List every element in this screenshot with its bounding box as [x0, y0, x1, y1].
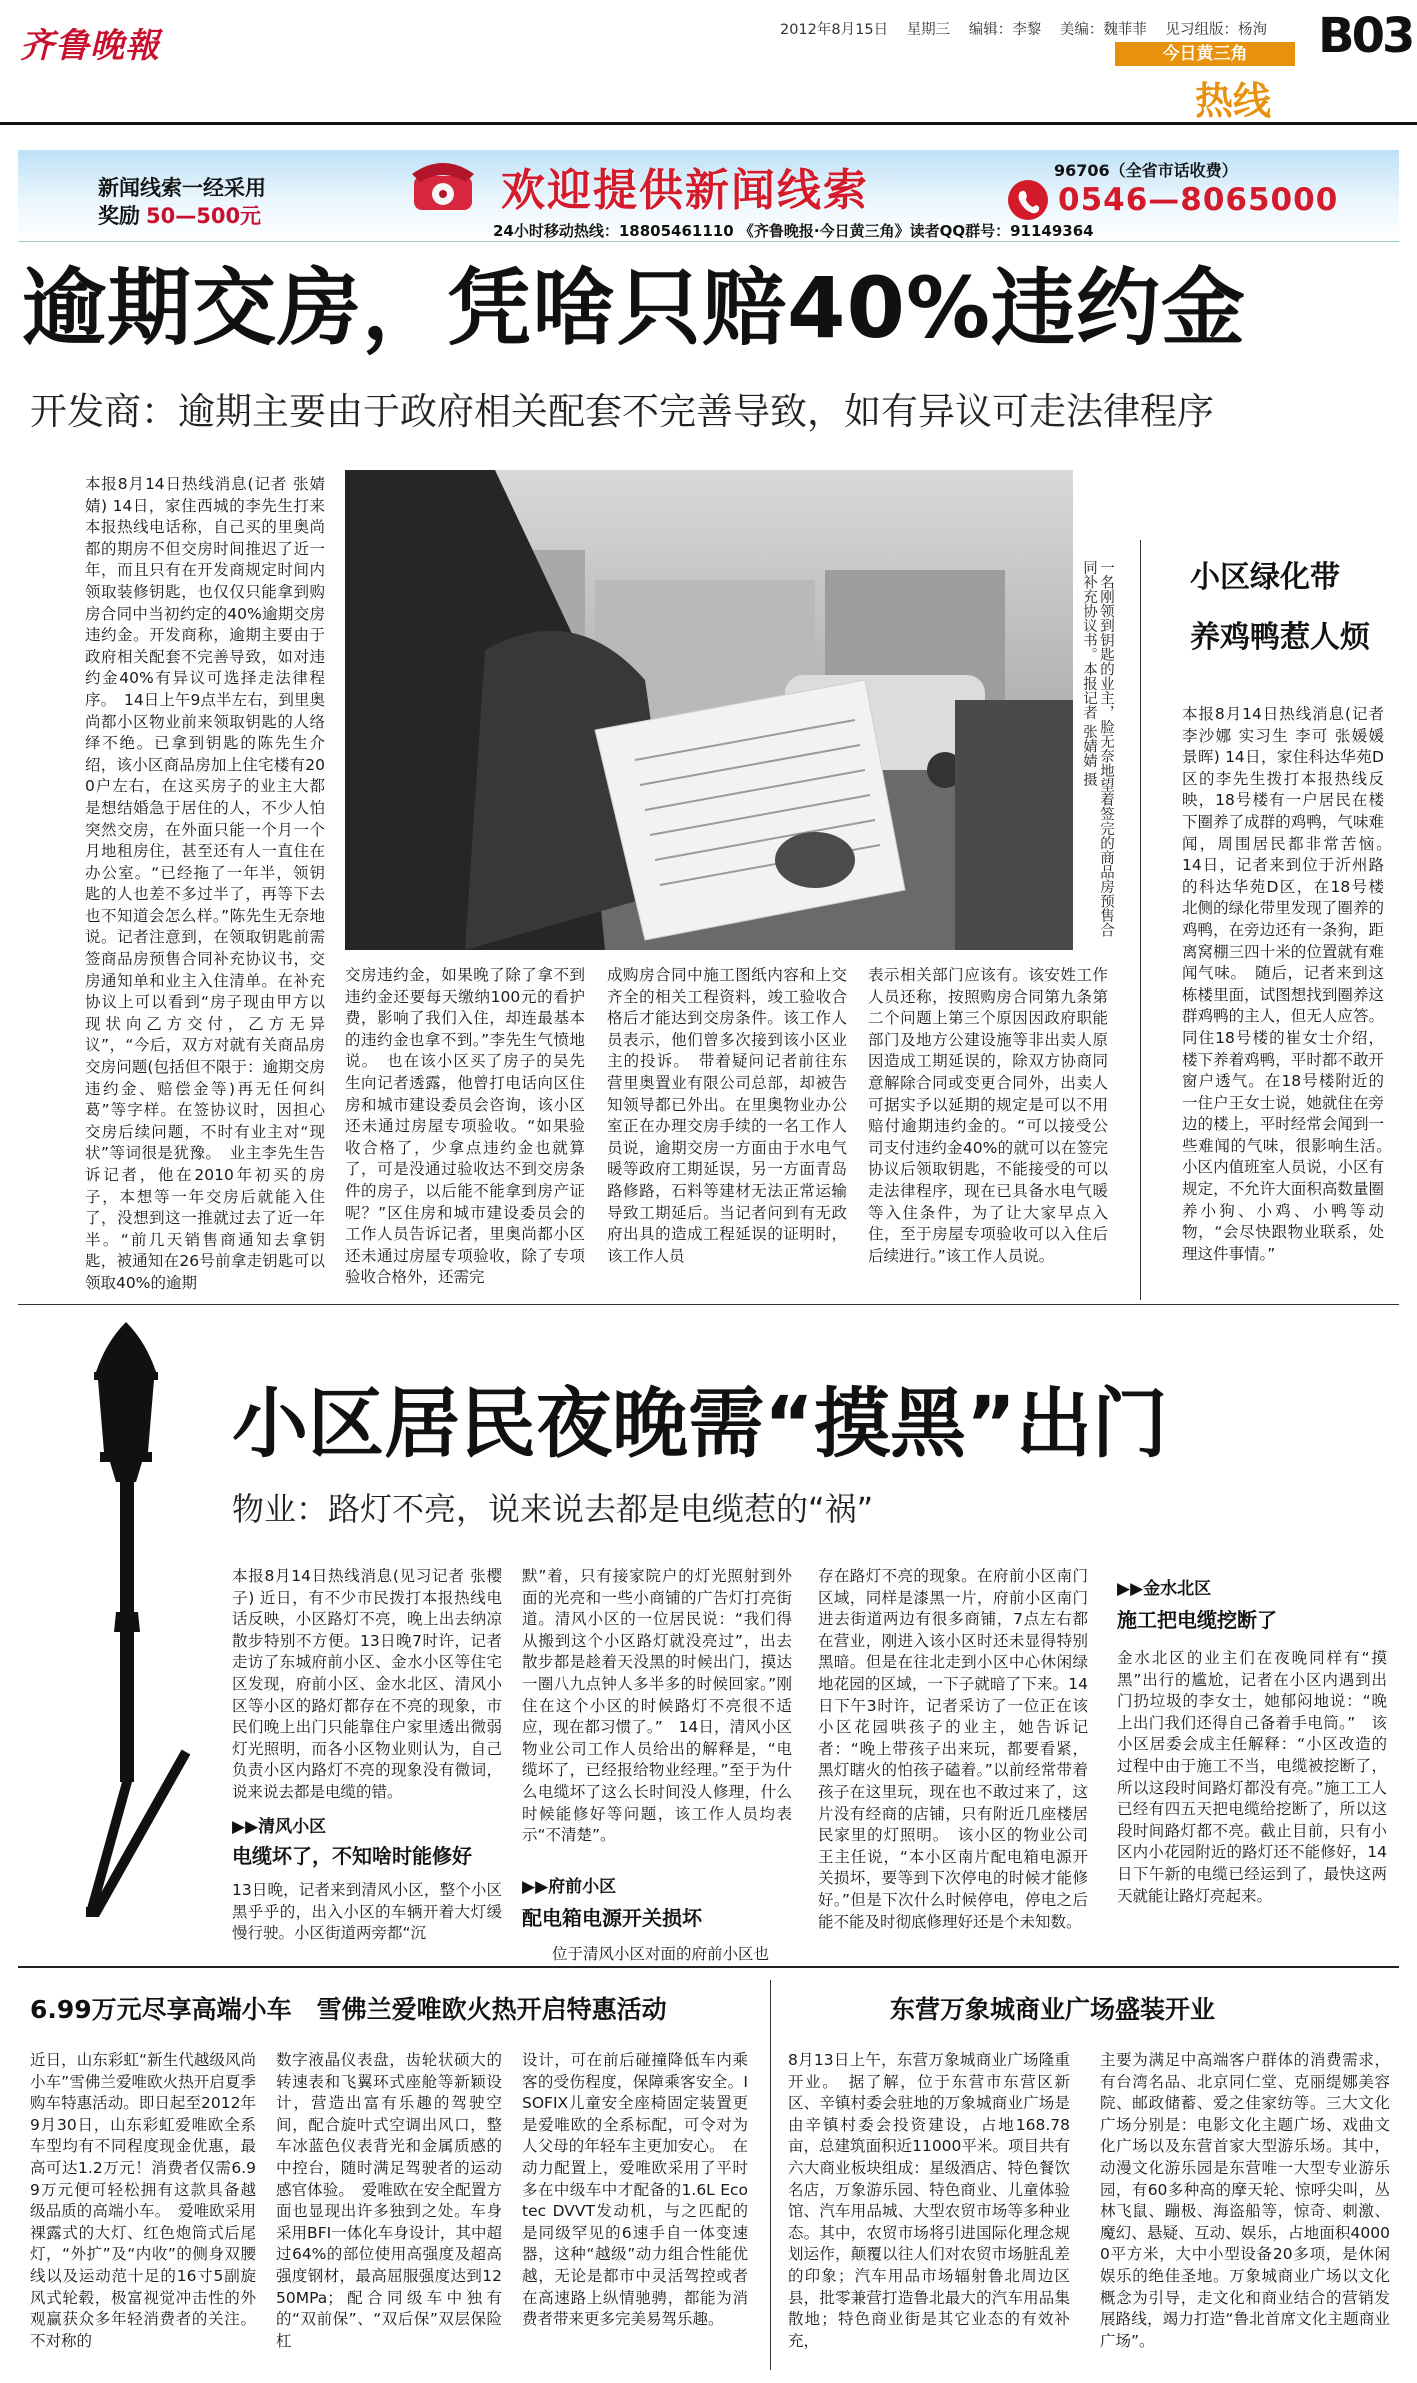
reward-text-1: 新闻线索一经采用	[98, 176, 266, 200]
ad-mall-title: 东营万象城商业广场盛装开业	[890, 1995, 1216, 2024]
lead-column-2: 交房违约金，如果晚了除了拿不到违约金还要每天缴纳100元的看护费，影响了我们入住，却连最基本的违约金也拿不到。”李先生气愤地说。 也在该小区买了房子的吴先生向记者透露，他曾打电话向区住房和城市建设委员会咨询，该小区还未通过房屋专项验收。“如果验收合格了，少拿点违约金也就算了，可是没通过验收达不到交房条件的房子，以后能不能拿到房产证呢？”区住房和城市建设委员会的工作人员告诉记者，里奥尚都小区还未通过房屋专项验收，除了专项验收合格外，还需完	[345, 966, 585, 1287]
side-story-title-2: 养鸡鸭惹人烦	[1190, 620, 1370, 655]
reward-amount: 50—500元	[146, 204, 262, 228]
dark-col2-tail: 位于清风小区对面的府前小区也	[552, 1945, 770, 1963]
lead-column-3: 成购房合同中施工图纸内容和上交齐全的相关工程资料，竣工验收合格后才能达到交房条件。该工作人员表示，他们曾多次接到该小区业主的投诉。 带着疑问记者前往东营里奥置业有限公司总部，却被告知领导都已外出。在里奥物业办公室正在办理交房手续的一名工作人员说，逾期交房一方面由于水电气暖等政府工期延误，另一方面青岛路修路，石料等建材无法正常运输导致工期延后。当记者问到有无政府出具的造成工程延误的证明时，该工作人员	[607, 966, 847, 1265]
designer-credit: 美编：魏菲菲	[1059, 22, 1147, 38]
ad-chevrolet-title: 6.99万元尽享高端小车 雪佛兰爱唯欧火热开启特惠活动	[30, 1995, 667, 2024]
section-title: 热线	[1195, 79, 1272, 123]
masthead-divider	[0, 122, 1417, 125]
hotline-label: 96706（全省市话收费）	[1054, 161, 1238, 180]
ad-mall-col1: 8月13日上午，东营万象城商业广场隆重开业。 据了解，位于东营市东营区新区、辛镇村委会驻地的万象城商业广场是由辛镇村委会投资建设，占地168.78亩，总建筑面积近11000平米。项目共有六大商业板块组成：星级酒店、特色餐饮名店，万象游乐园、特色商业、儿童体验馆、汽车用品城、大型农贸市场等多种业态。其中，农贸市场将引进国际化理念规划运作，颠覆以往人们对农贸市场脏乱差的印象；汽车用品市场辐射鲁北周边区县，批零兼营打造鲁北最大的汽车用品集散地；特色商业街是其它业态的有效补充，	[788, 2051, 1070, 2350]
dark-subsection-2: ▶▶府前小区	[522, 1877, 617, 1897]
lead-column-1: 本报8月14日热线消息(记者 张婧婧) 14日，家住西城的李先生打来本报热线电话称，自己买的里奥尚都的期房不但交房时间推迟了近一年，而且只有在开发商规定时间内领取装修钥匙，也仅仅只能拿到购房合同中当初约定的40%逾期交房违约金。开发商称，逾期主要由于政府相关配套不完善导致，如对违约金40%有异议可选择走法律程序。 14日上午9点半左右，到里奥尚都小区物业前来领取钥匙的人络绎不绝。已拿到钥匙的陈先生介绍，该小区商品房加上住宅楼有200户左右，在这买房子的业主大都是想结婚急于居住的人，不少人怕突然交房，在外面只能一个月一个月地租房住，甚至还有人一直住在办公室。“已经拖了一年半，领钥匙的人也差不多过半了，再等下去也不知道会怎么样。”陈先生无奈地说。记者注意到，在领取钥匙前需签商品房预售合同补充协议书，交房通知单和业主入住清单。在补充协议上可以看到“房子现由甲方以现状向乙方交付，乙方无异议”，“今后，双方对就有关商品房交房问题(包括但不限于：逾期交房违约金、赔偿金等)再无任何纠葛”等字样。在签协议时，因担心交房后续问题，不时有业主对“现状”等词很是犹豫。 业主李先生告诉记者，他在2010年初买的房子，本想等一年交房后就能入住了，没想到这一推就过去了近一年半。“前几天销售商通知去拿钥匙，被通知在26号前拿走钥匙可以领取40%的逾期	[85, 475, 325, 1292]
dark-subsection-1-title: 电缆坏了，不知啥时能修好	[232, 1844, 472, 1868]
newspaper-logo: 齐鲁晚報	[20, 26, 160, 66]
masthead-meta	[780, 18, 1267, 39]
section-divider-1	[18, 1304, 1399, 1305]
dark-subsection-1: ▶▶清风小区	[232, 1817, 327, 1837]
dark-col1-tail: 13日晚，记者来到清风小区，整个小区黑乎乎的，出入小区的车辆开着大灯缓慢行驶。小区街道两旁都“沉	[232, 1881, 502, 1943]
hotline-number: 0546—8065000	[1058, 182, 1339, 218]
side-story-body: 本报8月14日热线消息(记者 李沙娜 实习生 李可 张媛媛 景晖) 14日，家住科达华苑D区的李先生拨打本报热线反映，18号楼有一户居民在楼下圈养了成群的鸡鸭，气味难闻，周围居民都非常苦恼。 14日，记者来到位于沂州路的科达华苑D区，在18号楼北侧的绿化带里发现了圈养的鸡鸭，在旁边还有一条狗，距离窝棚三四十米的位置就有难闻气味。 随后，记者来到这栋楼里面，试图想找到圈养这群鸡鸭的主人，但无人应答。同住18号楼的崔女士介绍，楼下养着鸡鸭，平时都不敢开窗户透气。在18号楼附近的一住户王女士说，她就住在旁边的楼上，平时经常会闻到一些难闻的气味，很影响生活。 小区内值班室人员说，小区有规定，不允许大面积高数量圈养小狗、小鸡、小鸭等动物，“会尽快跟物业联系，处理这件事情。”	[1182, 705, 1400, 1263]
lead-photo	[345, 470, 1073, 950]
dark-subsection-3-title: 施工把电缆挖断了	[1117, 1608, 1277, 1632]
telephone-icon	[408, 156, 478, 214]
editor-credit: 编辑：李黎	[968, 22, 1042, 38]
side-column-rule	[1140, 540, 1141, 1300]
photo-caption: 一名刚领到钥匙的业主，脸无奈地望着签完的商品房预售合同补充协议书。本报记者 张婧婧 摄	[1081, 560, 1114, 937]
page-number: B03	[1318, 8, 1413, 64]
dark-column-4: 金水北区的业主们在夜晚同样有“摸黑”出行的尴尬，记者在小区内遇到出门扔垃圾的李女士，她郁闷地说：“晚上出门我们还得自己备着手电筒。” 该小区居委会成主任解释：“小区改造的过程中由于施工不当，电缆被挖断了，所以这段时间路灯都没有亮。”施工工人已经有四五天把电缆给挖断了，所以这段时间路灯都不亮。截止目前，只有小区内小花园附近的路灯还不能修好，14日下午新的电缆已经运到了，最快这两天就能让路灯亮起来。	[1117, 1649, 1387, 1905]
banner-title: 欢迎提供新闻线索	[501, 165, 869, 216]
proofreader-credit: 见习组版：杨洵	[1165, 22, 1268, 38]
lead-headline: 逾期交房，凭啥只赔40%违约金	[22, 259, 1247, 357]
lead-column-4: 表示相关部门应该有。该安姓工作人员还称，按照购房合同第九条第二个问题上第三个原因因政府职能部门及地方公建设施等非出卖人原因造成工期延误的，除双方协商同意解除合同或变更合同外，出卖人可据实予以延期的规定是可以不用赔付逾期违约金的。“可以接受公司支付违约金40%的就可以在签完协议后领取钥匙，不能接受的可以走法律程序，现在已具备水电气暖等入住条件，为了让大家早点入住，至于房屋专项验收可以入住后后续进行。”该工作人员说。	[868, 966, 1108, 1265]
dark-subsection-2-title: 配电箱电源开关损坏	[522, 1906, 702, 1930]
news-tip-banner	[18, 150, 1399, 242]
ad-chevrolet-col2: 数字液晶仪表盘，齿轮状硕大的转速表和飞翼环式座舱等新颖设计，营造出富有乐趣的驾驶空间，配合旋叶式空调出风口，整车冰蓝色仪表背光和金属质感的中控台，随时满足驾驶者的运动感官体验。 爱唯欧在安全配置方面也显现出许多独到之处。车身采用BFI一体化车身设计，其中超过64%的部位使用高强度及超高强度钢材，最高屈服强度达到1250MPa；配合同级车中独有的“双前保”、“双后保”双层保险杠	[276, 2051, 502, 2350]
section-divider-2	[18, 1966, 1399, 1968]
lead-subhead: 开发商：逾期主要由于政府相关配套不完善导致，如有异议可走法律程序	[30, 390, 1214, 433]
reward-text-2: 奖励	[98, 204, 140, 228]
dark-col1-intro: 本报8月14日热线消息(见习记者 张樱子) 近日，有不少市民拨打本报热线电话反映，小区路灯不亮，晚上出去纳凉散步特别不方便。13日晚7时许，记者走访了东城府前小区、金水小区等住宅区发现，府前小区、金水北区、清风小区等小区的路灯都存在不亮的现象，市民们晚上出门只能靠住户家里透出微弱灯光照明，而各小区物业则认为，自己负责小区内路灯不亮的现象没有微词，说来说去都是电缆的错。	[232, 1567, 502, 1801]
dark-column-2: 默”着，只有接家院户的灯光照射到外面的光亮和一些小商铺的广告灯打亮街道。清风小区的一位居民说：“我们得从搬到这个小区路灯就没亮过”，出去散步都是趁着天没黑的时候出门，摸达一圈八九点钟人多半多的时候回家。”刚住在这个小区的时候路灯不亮很不适应，现在都习惯了。” 14日，清风小区物业公司工作人员给出的解释是，“电缆坏了，已经报给物业经理。”至于为什么电缆坏了这么长时间没人修理，什么时候能修好等问题，该工作人员均表示“不清楚”。	[522, 1567, 792, 1845]
ad-mall-col2: 主要为满足中高端客户群体的消费需求，有台湾名品、北京同仁堂、克丽缇娜美容院、邮政储蓄、爱之佳家纺等。三大文化广场分别是：电影文化主题广场、戏曲文化广场以及东营首家大型游乐场。其中，动漫文化游乐园是东营唯一大型专业游乐园，有60多种高的摩天轮、惊呼尖叫，丛林飞鼠、蹦极、海盗船等，惊奇、刺激、魔幻、悬疑、互动、娱乐，占地面积40000平方米，大中小型设备20多项，是休闲娱乐的绝佳圣地。万象城商业广场以文化概念为引导，走文化和商业结合的营销发展路线，竭力打造“鲁北首席文化主题商业广场”。	[1100, 2051, 1390, 2350]
dark-column-3: 存在路灯不亮的现象。在府前小区南门区域，同样是漆黑一片，府前小区南门进去街道两边有很多商铺，7点左右都在营业，刚进入该小区时还未显得特别黑暗。但是在往北走到小区中心休闲绿地花园的区域，一下子就暗了下来。14日下午3时许，记者采访了一位正在该小区花园哄孩子的业主，她告诉记者：“晚上带孩子出来玩，都要看紧，黑灯瞎火的怕孩子磕着。”以前经常带着孩子在这里玩，现在也不敢过来了，这片没有经商的店铺，只有附近几座楼居民家里的灯照明。 该小区的物业公司王主任说，“本小区南片配电箱电源开关损坏，要等到下次停电的时候才能修好。”但是下次什么时候停电，停电之后能不能及时彻底修理好还是个未知数。	[818, 1567, 1088, 1931]
street-lamp-silhouette	[36, 1312, 216, 1932]
ad-chevrolet-col1: 近日，山东彩虹“新生代越级风尚小车”雪佛兰爱唯欧火热开启夏季购车特惠活动。即日起至2012年9月30日，山东彩虹爱唯欧全系车型均有不同程度现金优惠，最高可达1.2万元！消费者仅需6.99万元便可轻松拥有这款具备越级品质的高端小车。 爱唯欧采用裸露式的大灯、红色炮筒式后尾灯，“外扩”及“内收”的侧身双腰线以及运动范十足的16寸5副旋风式轮毂，极富视觉冲击性的外观赢获众多年轻消费者的关注。不对称的	[30, 2051, 256, 2350]
dark-story-headline: 小区居民夜晚需“摸黑”出门	[232, 1379, 1168, 1468]
ads-column-rule	[770, 1980, 771, 2370]
ad-chevrolet-col3: 设计，可在前后碰撞降低车内乘客的受伤程度，保障乘客安全。ISOFIX儿童安全座椅固定装置更是爱唯欧的全系标配，可令对为人父母的年轻车主更加安心。 在动力配置上，爱唯欧采用了平时多在中级车中才配备的1.6L Ecotec DVVT发动机，与之匹配的是同级罕见的6速手自一体变速器，这种“越级”动力组合性能优越，无论是都市中灵活驾控或者在高速路上纵情驰骋，都能为消费者带来更多完美易驾乐趣。	[522, 2051, 748, 2329]
side-story-title-1: 小区绿化带	[1190, 560, 1340, 595]
section-subtitle: 今日黄三角	[1115, 42, 1295, 66]
banner-subline: 24小时移动热线：18805461110 《齐鲁晚报·今日黄三角》读者QQ群号：91149364	[493, 222, 1094, 240]
dark-subsection-3: ▶▶金水北区	[1117, 1579, 1212, 1599]
phone-icon	[1008, 180, 1048, 220]
dark-story-subhead: 物业：路灯不亮，说来说去都是电缆惹的“祸”	[232, 1490, 874, 1528]
issue-weekday: 星期三	[906, 22, 951, 38]
issue-date: 2012年8月15日	[780, 22, 889, 38]
masthead	[0, 0, 1417, 150]
